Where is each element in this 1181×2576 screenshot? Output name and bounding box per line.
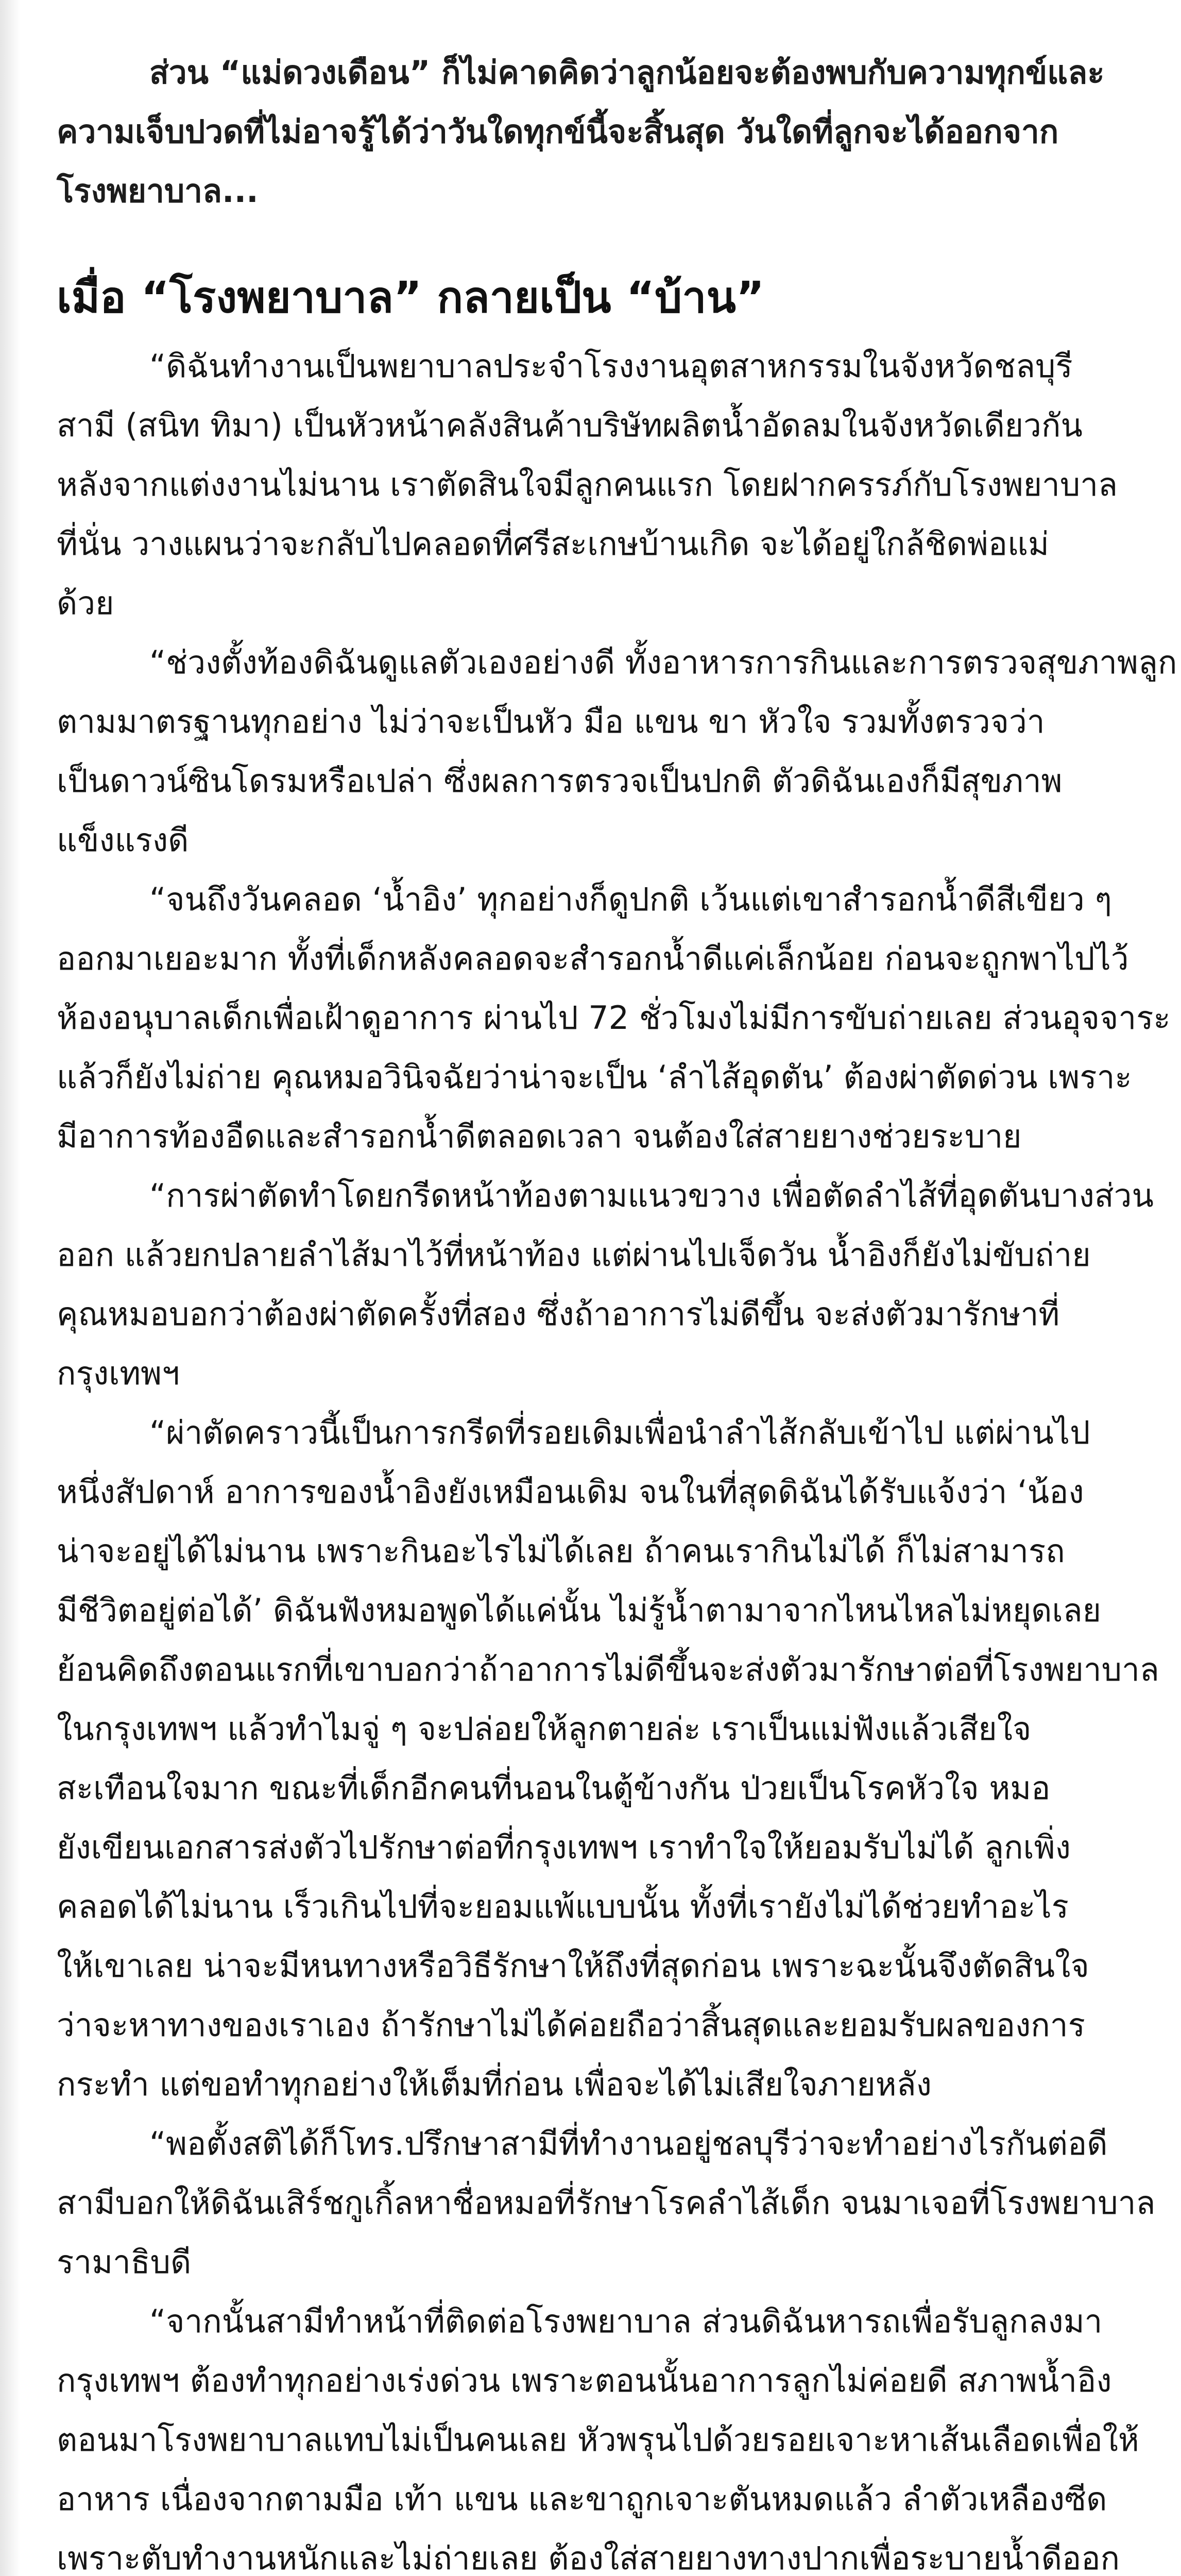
body-line: หนึ่งสัปดาห์ อาการของน้ำอิงยังเหมือนเดิม จนในที่สุดดิฉันได้รับแจ้งว่า ‘น้อง (57, 1473, 1084, 1511)
body-line: มีอาการท้องอืดและสำรอกน้ำดีตลอดเวลา จนต้องใส่สายยางช่วยระบาย (57, 1117, 1022, 1155)
body-line: กรุงเทพฯ ต้องทำทุกอย่างเร่งด่วน เพราะตอนนั้นอาการลูกไม่ค่อยดี สภาพน้ำอิง (57, 2362, 1112, 2399)
page-fold-shadow (0, 0, 21, 2576)
body-line: แล้วก็ยังไม่ถ่าย คุณหมอวินิจฉัยว่าน่าจะเป็น ‘ลำไส้อุดตัน’ ต้องผ่าตัดด่วน เพราะ (57, 1058, 1132, 1096)
body-line: ตอนมาโรงพยาบาลแทบไม่เป็นคนเลย หัวพรุนไปด้วยรอยเจาะหาเส้นเลือดเพื่อให้ (57, 2421, 1139, 2459)
body-line: ยังเขียนเอกสารส่งตัวไปรักษาต่อที่กรุงเทพฯ เราทำใจให้ยอมรับไม่ได้ ลูกเพิ่ง (57, 1828, 1071, 1866)
intro-line-1: ส่วน “แม่ดวงเดือน” ก็ไม่คาดคิดว่าลูกน้อยจะต้องพบกับความทุกข์และ (149, 54, 1105, 91)
body-line: “ดิฉันทำงานเป็นพยาบาลประจำโรงงานอุตสาหกรรมในจังหวัดชลบุรี (149, 347, 1073, 385)
body-line: “ผ่าตัดคราวนี้เป็นการกรีดที่รอยเดิมเพื่อนำลำไส้กลับเข้าไป แต่ผ่านไป (149, 1414, 1090, 1451)
body-line: สะเทือนใจมาก ขณะที่เด็กอีกคนที่นอนในตู้ข้างกัน ป่วยเป็นโรคหัวใจ หมอ (57, 1769, 1051, 1807)
body-line: ย้อนคิดถึงตอนแรกที่เขาบอกว่าถ้าอาการไม่ดีขึ้นจะส่งตัวมารักษาต่อที่โรงพยาบาล (57, 1651, 1159, 1688)
body-line: คุณหมอบอกว่าต้องผ่าตัดครั้งที่สอง ซึ่งถ้าอาการไม่ดีขึ้น จะส่งตัวมารักษาที่ (57, 1295, 1060, 1333)
body-line: ให้เขาเลย น่าจะมีหนทางหรือวิธีรักษาให้ถึงที่สุดก่อน เพราะฉะนั้นจึงตัดสินใจ (57, 1947, 1089, 1985)
body-line: “พอตั้งสติได้ก็โทร.ปรึกษาสามีที่ทำงานอยู่ชลบุรีว่าจะทำอย่างไรกันต่อดี (149, 2125, 1108, 2162)
body-line: แข็งแรงดี (57, 821, 189, 859)
body-line: กระทำ แต่ขอทำทุกอย่างให้เต็มที่ก่อน เพื่อจะได้ไม่เสียใจภายหลัง (57, 2065, 932, 2103)
body-line: “ช่วงตั้งท้องดิฉันดูแลตัวเองอย่างดี ทั้งอาหารการกินและการตรวจสุขภาพลูก (149, 643, 1177, 681)
body-line: สามี (สนิท ทิมา) เป็นหัวหน้าคลังสินค้าบริษัทผลิตน้ำอัดลมในจังหวัดเดียวกัน (57, 406, 1083, 444)
intro-line-2: ความเจ็บปวดที่ไม่อาจรู้ได้ว่าวันใดทุกข์นี้จะสิ้นสุด วันใดที่ลูกจะได้ออกจาก (57, 113, 1059, 150)
body-line: กรุงเทพฯ (57, 1354, 180, 1392)
body-line: หลังจากแต่งงานไม่นาน เราตัดสินใจมีลูกคนแรก โดยฝากครรภ์กับโรงพยาบาล (57, 466, 1118, 503)
body-line: ออกมาเยอะมาก ทั้งที่เด็กหลังคลอดจะสำรอกน้ำดีแค่เล็กน้อย ก่อนจะถูกพาไปไว้ (57, 940, 1129, 977)
body-line: สามีบอกให้ดิฉันเสิร์ชกูเกิ้ลหาชื่อหมอที่รักษาโรคลำไส้เด็ก จนมาเจอที่โรงพยาบาล (57, 2184, 1156, 2222)
body-line: ในกรุงเทพฯ แล้วทำไมจู่ ๆ จะปล่อยให้ลูกตายล่ะ เราเป็นแม่ฟังแล้วเสียใจ (57, 1710, 1032, 1748)
body-line: เพราะตับทำงานหนักและไม่ถ่ายเลย ต้องใส่สายยางทางปากเพื่อระบายน้ำดีออก (57, 2539, 1120, 2576)
body-line: รามาธิบดี (57, 2243, 192, 2281)
body-line: ว่าจะหาทางของเราเอง ถ้ารักษาไม่ได้ค่อยถือว่าสิ้นสุดและยอมรับผลของการ (57, 2006, 1085, 2044)
body-line: “จากนั้นสามีทำหน้าที่ติดต่อโรงพยาบาล ส่วนดิฉันหารถเพื่อรับลูกลงมา (149, 2302, 1103, 2340)
body-line: ด้วย (57, 584, 114, 622)
body-line: “จนถึงวันคลอด ‘น้ำอิง’ ทุกอย่างก็ดูปกติ เว้นแต่เขาสำรอกน้ำดีสีเขียว ๆ (149, 880, 1112, 918)
body-line: ที่นั่น วางแผนว่าจะกลับไปคลอดที่ศรีสะเกษบ้านเกิด จะได้อยู่ใกล้ชิดพ่อแม่ (57, 525, 1049, 563)
body-line: ออก แล้วยกปลายลำไส้มาไว้ที่หน้าท้อง แต่ผ่านไปเจ็ดวัน น้ำอิงก็ยังไม่ขับถ่าย (57, 1236, 1091, 1274)
body-line: ตามมาตรฐานทุกอย่าง ไม่ว่าจะเป็นหัว มือ แขน ขา หัวใจ รวมทั้งตรวจว่า (57, 703, 1045, 740)
body-line: อาหาร เนื่องจากตามมือ เท้า แขน และขาถูกเจาะตันหมดแล้ว ลำตัวเหลืองซีด (57, 2480, 1107, 2518)
intro-line-3: โรงพยาบาล... (57, 172, 259, 210)
body-line: ห้องอนุบาลเด็กเพื่อเฝ้าดูอาการ ผ่านไป 72 ชั่วโมงไม่มีการขับถ่ายเลย ส่วนอุจจาระ (57, 999, 1171, 1037)
body-line: มีชีวิตอยู่ต่อได้’ ดิฉันฟังหมอพูดได้แค่นั้น ไม่รู้น้ำตามาจากไหนไหลไม่หยุดเลย (57, 1591, 1101, 1629)
body-line: น่าจะอยู่ได้ไม่นาน เพราะกินอะไรไม่ได้เลย ถ้าคนเรากินไม่ได้ ก็ไม่สามารถ (57, 1532, 1065, 1570)
body-line: “การผ่าตัดทำโดยกรีดหน้าท้องตามแนวขวาง เพื่อตัดลำไส้ที่อุดตันบางส่วน (149, 1177, 1154, 1214)
body-line: เป็นดาวน์ซินโดรมหรือเปล่า ซึ่งผลการตรวจเป็นปกติ ตัวดิฉันเองก็มีสุขภาพ (57, 762, 1063, 800)
body-line: คลอดได้ไม่นาน เร็วเกินไปที่จะยอมแพ้แบบนั้น ทั้งที่เรายังไม่ได้ช่วยทำอะไร (57, 1888, 1069, 1925)
section-heading: เมื่อ “โรงพยาบาล” กลายเป็น “บ้าน” (57, 272, 765, 323)
